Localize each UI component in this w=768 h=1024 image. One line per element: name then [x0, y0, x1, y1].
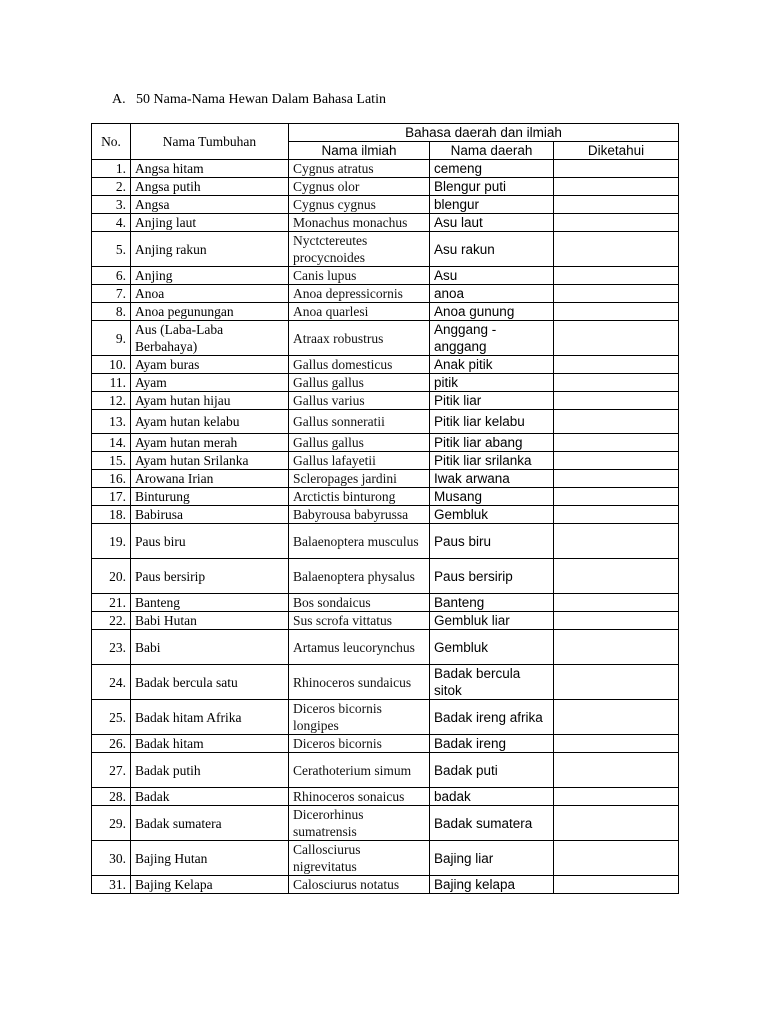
- row-nama-daerah: Badak puti: [430, 753, 554, 788]
- row-nama-daerah: Asu rakun: [430, 232, 554, 267]
- row-nama-tumbuhan: Babi Hutan: [131, 612, 289, 630]
- row-number: 29.: [92, 806, 131, 841]
- row-nama-tumbuhan: Angsa putih: [131, 178, 289, 196]
- row-number: 2.: [92, 178, 131, 196]
- row-diketahui: [554, 196, 679, 214]
- row-diketahui: [554, 594, 679, 612]
- row-nama-ilmiah: Gallus lafayetii: [289, 452, 430, 470]
- table-row: [92, 410, 679, 434]
- row-number: 7.: [92, 285, 131, 303]
- row-number: 8.: [92, 303, 131, 321]
- row-nama-daerah: Anak pitik: [430, 356, 554, 374]
- header-no: No.: [92, 124, 131, 160]
- row-nama-daerah: Gembluk: [430, 630, 554, 665]
- table-row: [92, 506, 679, 524]
- row-diketahui: [554, 374, 679, 392]
- table-row: [92, 630, 679, 665]
- row-nama-ilmiah: Callosciurus nigrevitatus: [289, 841, 430, 876]
- row-diketahui: [554, 160, 679, 178]
- row-number: 10.: [92, 356, 131, 374]
- row-nama-tumbuhan: Ayam hutan kelabu: [131, 410, 289, 434]
- table-row: [92, 232, 679, 267]
- row-nama-tumbuhan: Binturung: [131, 488, 289, 506]
- row-nama-ilmiah: Artamus leucorynchus: [289, 630, 430, 665]
- table-row: [92, 735, 679, 753]
- row-nama-ilmiah: Balaenoptera physalus: [289, 559, 430, 594]
- row-nama-daerah: Gembluk: [430, 506, 554, 524]
- header-nama-ilmiah: Nama ilmiah: [289, 142, 430, 160]
- row-nama-daerah: Banteng: [430, 594, 554, 612]
- row-nama-daerah: anoa: [430, 285, 554, 303]
- row-nama-daerah: pitik: [430, 374, 554, 392]
- row-nama-daerah: blengur: [430, 196, 554, 214]
- row-number: 20.: [92, 559, 131, 594]
- row-nama-tumbuhan: Anoa: [131, 285, 289, 303]
- row-number: 22.: [92, 612, 131, 630]
- row-nama-tumbuhan: Ayam: [131, 374, 289, 392]
- row-nama-daerah: Paus bersirip: [430, 559, 554, 594]
- row-nama-ilmiah: Atraax robustrus: [289, 321, 430, 356]
- row-nama-daerah: Pitik liar srilanka: [430, 452, 554, 470]
- table-row: [92, 876, 679, 894]
- row-number: 24.: [92, 665, 131, 700]
- table-row: [92, 470, 679, 488]
- row-number: 25.: [92, 700, 131, 735]
- row-nama-daerah: Asu laut: [430, 214, 554, 232]
- row-number: 31.: [92, 876, 131, 894]
- row-nama-ilmiah: Gallus gallus: [289, 374, 430, 392]
- row-nama-daerah: Pitik liar kelabu: [430, 410, 554, 434]
- row-nama-tumbuhan: Paus bersirip: [131, 559, 289, 594]
- table-row: [92, 665, 679, 700]
- row-nama-ilmiah: Diceros bicornis: [289, 735, 430, 753]
- row-diketahui: [554, 506, 679, 524]
- table-row: [92, 356, 679, 374]
- row-nama-ilmiah: Sus scrofa vittatus: [289, 612, 430, 630]
- row-diketahui: [554, 285, 679, 303]
- row-nama-ilmiah: Gallus sonneratii: [289, 410, 430, 434]
- row-nama-tumbuhan: Badak putih: [131, 753, 289, 788]
- row-nama-ilmiah: Diceros bicornis longipes: [289, 700, 430, 735]
- header-nama-daerah: Nama daerah: [430, 142, 554, 160]
- table-row: [92, 321, 679, 356]
- row-nama-tumbuhan: Bajing Hutan: [131, 841, 289, 876]
- row-number: 11.: [92, 374, 131, 392]
- table-row: [92, 841, 679, 876]
- row-nama-daerah: Bajing kelapa: [430, 876, 554, 894]
- row-nama-tumbuhan: Paus biru: [131, 524, 289, 559]
- table-row: [92, 488, 679, 506]
- row-diketahui: [554, 630, 679, 665]
- table-body: [92, 160, 679, 894]
- table-row: [92, 612, 679, 630]
- row-number: 3.: [92, 196, 131, 214]
- header-nama-tumbuhan: Nama Tumbuhan: [131, 124, 289, 160]
- row-nama-tumbuhan: Babirusa: [131, 506, 289, 524]
- row-nama-daerah: Musang: [430, 488, 554, 506]
- row-number: 4.: [92, 214, 131, 232]
- table-row: [92, 594, 679, 612]
- row-nama-tumbuhan: Anjing: [131, 267, 289, 285]
- row-nama-daerah: Badak sumatera: [430, 806, 554, 841]
- table-row: [92, 374, 679, 392]
- row-nama-tumbuhan: Badak hitam Afrika: [131, 700, 289, 735]
- row-nama-tumbuhan: Ayam hutan hijau: [131, 392, 289, 410]
- row-nama-tumbuhan: Ayam hutan Srilanka: [131, 452, 289, 470]
- row-number: 12.: [92, 392, 131, 410]
- header-group-bahasa: Bahasa daerah dan ilmiah: [289, 124, 679, 142]
- row-nama-daerah: badak: [430, 788, 554, 806]
- row-nama-ilmiah: Canis lupus: [289, 267, 430, 285]
- row-number: 5.: [92, 232, 131, 267]
- row-diketahui: [554, 612, 679, 630]
- row-nama-tumbuhan: Angsa hitam: [131, 160, 289, 178]
- table-row: [92, 214, 679, 232]
- row-number: 13.: [92, 410, 131, 434]
- row-diketahui: [554, 753, 679, 788]
- row-nama-tumbuhan: Ayam buras: [131, 356, 289, 374]
- row-number: 14.: [92, 434, 131, 452]
- row-diketahui: [554, 735, 679, 753]
- row-diketahui: [554, 267, 679, 285]
- table-row: [92, 303, 679, 321]
- row-diketahui: [554, 392, 679, 410]
- row-nama-ilmiah: Cygnus olor: [289, 178, 430, 196]
- row-diketahui: [554, 488, 679, 506]
- table-row: [92, 160, 679, 178]
- row-nama-ilmiah: Gallus domesticus: [289, 356, 430, 374]
- row-nama-daerah: Paus biru: [430, 524, 554, 559]
- row-number: 27.: [92, 753, 131, 788]
- row-nama-ilmiah: Anoa depressicornis: [289, 285, 430, 303]
- row-nama-ilmiah: Scleropages jardini: [289, 470, 430, 488]
- row-diketahui: [554, 214, 679, 232]
- row-nama-ilmiah: Anoa quarlesi: [289, 303, 430, 321]
- row-nama-daerah: Anggang - anggang: [430, 321, 554, 356]
- table-row: [92, 806, 679, 841]
- row-number: 15.: [92, 452, 131, 470]
- row-nama-tumbuhan: Badak hitam: [131, 735, 289, 753]
- row-diketahui: [554, 876, 679, 894]
- row-diketahui: [554, 232, 679, 267]
- row-nama-tumbuhan: Badak: [131, 788, 289, 806]
- heading-label: A.: [112, 92, 126, 107]
- row-nama-tumbuhan: Angsa: [131, 196, 289, 214]
- row-nama-tumbuhan: Anjing rakun: [131, 232, 289, 267]
- row-number: 21.: [92, 594, 131, 612]
- row-nama-daerah: Gembluk liar: [430, 612, 554, 630]
- document-heading: [112, 92, 386, 108]
- row-nama-ilmiah: Bos sondaicus: [289, 594, 430, 612]
- row-number: 30.: [92, 841, 131, 876]
- row-diketahui: [554, 700, 679, 735]
- row-number: 18.: [92, 506, 131, 524]
- row-diketahui: [554, 303, 679, 321]
- row-diketahui: [554, 559, 679, 594]
- row-diketahui: [554, 178, 679, 196]
- row-number: 19.: [92, 524, 131, 559]
- row-nama-tumbuhan: Banteng: [131, 594, 289, 612]
- table-row: [92, 434, 679, 452]
- row-nama-daerah: Iwak arwana: [430, 470, 554, 488]
- row-number: 17.: [92, 488, 131, 506]
- row-number: 6.: [92, 267, 131, 285]
- row-nama-ilmiah: Calosciurus notatus: [289, 876, 430, 894]
- row-diketahui: [554, 410, 679, 434]
- row-nama-tumbuhan: Anoa pegunungan: [131, 303, 289, 321]
- table-row: [92, 753, 679, 788]
- row-nama-tumbuhan: Bajing Kelapa: [131, 876, 289, 894]
- table-header: [92, 124, 679, 160]
- row-nama-daerah: cemeng: [430, 160, 554, 178]
- table-row: [92, 700, 679, 735]
- row-nama-daerah: Badak bercula sitok: [430, 665, 554, 700]
- row-nama-ilmiah: Rhinoceros sundaicus: [289, 665, 430, 700]
- row-nama-tumbuhan: Badak bercula satu: [131, 665, 289, 700]
- row-nama-daerah: Badak ireng: [430, 735, 554, 753]
- row-nama-ilmiah: Monachus monachus: [289, 214, 430, 232]
- row-nama-tumbuhan: Ayam hutan merah: [131, 434, 289, 452]
- row-diketahui: [554, 452, 679, 470]
- row-nama-daerah: Asu: [430, 267, 554, 285]
- row-nama-daerah: Anoa gunung: [430, 303, 554, 321]
- row-number: 26.: [92, 735, 131, 753]
- row-number: 23.: [92, 630, 131, 665]
- table-row: [92, 285, 679, 303]
- row-nama-tumbuhan: Arowana Irian: [131, 470, 289, 488]
- row-nama-ilmiah: Babyrousa babyrussa: [289, 506, 430, 524]
- row-number: 1.: [92, 160, 131, 178]
- row-nama-ilmiah: Rhinoceros sonaicus: [289, 788, 430, 806]
- row-number: 16.: [92, 470, 131, 488]
- table-row: [92, 788, 679, 806]
- row-diketahui: [554, 356, 679, 374]
- table-row: [92, 524, 679, 559]
- row-number: 28.: [92, 788, 131, 806]
- row-diketahui: [554, 841, 679, 876]
- row-nama-ilmiah: Cygnus cygnus: [289, 196, 430, 214]
- row-nama-daerah: Badak ireng afrika: [430, 700, 554, 735]
- table-row: [92, 452, 679, 470]
- row-nama-ilmiah: Cerathoterium simum: [289, 753, 430, 788]
- row-nama-ilmiah: Arctictis binturong: [289, 488, 430, 506]
- row-nama-tumbuhan: Babi: [131, 630, 289, 665]
- row-nama-ilmiah: Gallus varius: [289, 392, 430, 410]
- table-row: [92, 267, 679, 285]
- row-nama-ilmiah: Dicerorhinus sumatrensis: [289, 806, 430, 841]
- row-nama-ilmiah: Gallus gallus: [289, 434, 430, 452]
- row-nama-ilmiah: Nyctctereutes procycnoides: [289, 232, 430, 267]
- row-diketahui: [554, 434, 679, 452]
- row-nama-tumbuhan: Badak sumatera: [131, 806, 289, 841]
- row-nama-daerah: Pitik liar: [430, 392, 554, 410]
- row-diketahui: [554, 524, 679, 559]
- row-nama-daerah: Blengur puti: [430, 178, 554, 196]
- row-nama-daerah: Bajing liar: [430, 841, 554, 876]
- table-row: [92, 392, 679, 410]
- header-diketahui: Diketahui: [554, 142, 679, 160]
- row-number: 9.: [92, 321, 131, 356]
- animal-names-table: [91, 123, 679, 894]
- row-diketahui: [554, 665, 679, 700]
- row-diketahui: [554, 470, 679, 488]
- table-row: [92, 559, 679, 594]
- row-diketahui: [554, 806, 679, 841]
- row-nama-tumbuhan: Anjing laut: [131, 214, 289, 232]
- row-diketahui: [554, 788, 679, 806]
- row-nama-daerah: Pitik liar abang: [430, 434, 554, 452]
- row-nama-ilmiah: Cygnus atratus: [289, 160, 430, 178]
- table-row: [92, 178, 679, 196]
- heading-title: 50 Nama-Nama Hewan Dalam Bahasa Latin: [136, 92, 386, 107]
- row-nama-tumbuhan: Aus (Laba-Laba Berbahaya): [131, 321, 289, 356]
- row-diketahui: [554, 321, 679, 356]
- row-nama-ilmiah: Balaenoptera musculus: [289, 524, 430, 559]
- table-row: [92, 196, 679, 214]
